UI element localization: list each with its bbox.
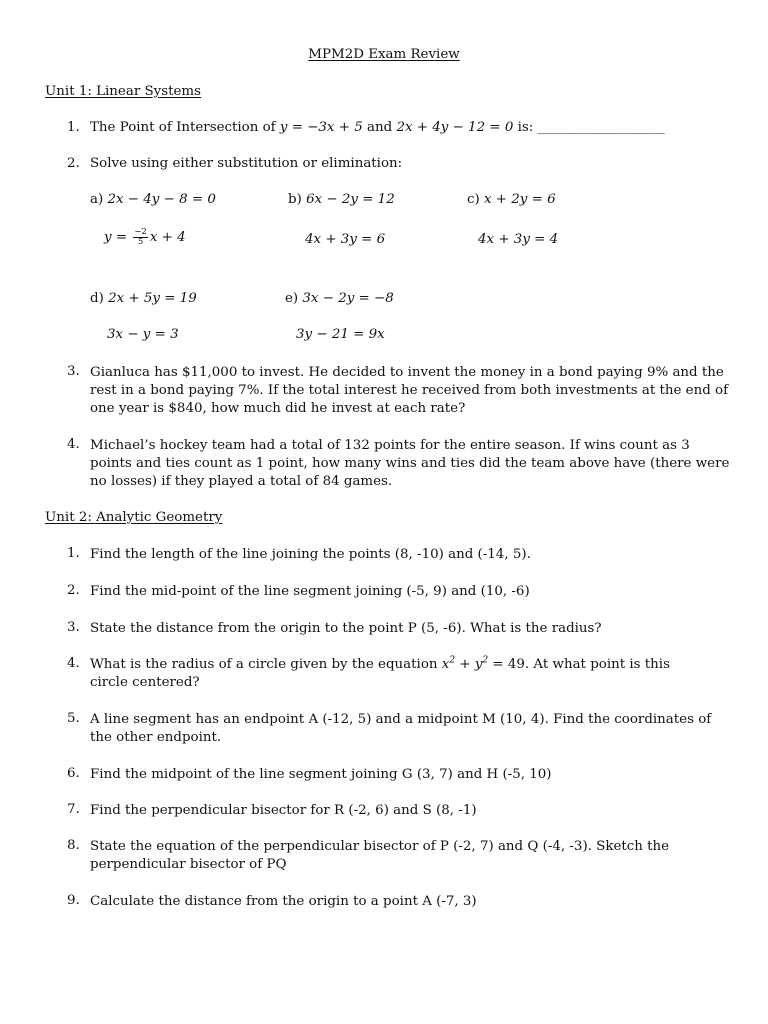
system-e-eq2: 3y − 21 = 9x [296,327,385,342]
fraction: $\frac{-2}{5}$ [134,227,147,247]
circle-equation: $x^2 + y^2$ [441,655,489,672]
u1-q2-number: 2. [67,156,80,171]
u2-q7-text: Find the perpendicular bisector for R (-2, 6) and S (8, -1) [90,803,477,818]
u1-q1-number: 1. [67,120,80,135]
system-a-eq1: a) 2x − 4y − 8 = 0 [90,192,216,207]
u2-q8-text: State the equation of the perpendicular bisector of P (-2, 7) and Q (-4, -3). Sketch the perpendicular bisector of PQ [90,839,670,873]
u1-q1-text [90,120,665,135]
u1-q1-text-mid: and [362,120,397,135]
u2-q6-number: 6. [67,766,80,781]
u1-q4-text: Michael’s hockey team had a total of 132 points for the entire season. If wins count as 3 points and ties count as 1 point, how many wins and ties did the team above have (there were no losses) if they played a total of 84 games. [90,438,730,490]
u2-q6-text: Find the midpoint of the line segment joining G (3, 7) and H (-5, 10) [90,767,552,782]
u1-q1-equation-2: 2x + 4y − 12 = 0 [396,120,514,135]
u2-q7-number: 7. [67,802,80,817]
u2-q5-text: A line segment has an endpoint A (-12, 5) and a midpoint M (10, 4). Find the coordinates of the other endpoint. [90,712,712,746]
system-a-eq2: y = $\frac{-2}{5}$ x + 4 [104,227,186,247]
u2-q1-number: 1. [67,546,80,561]
system-c-eq2: 4x + 3y = 4 [478,232,559,247]
system-c-eq1: c) x + 2y = 6 [467,192,556,207]
u1-q1-equation-1: y = −3x + 5 [279,120,363,135]
u1-q2-text: Solve using either substitution or elimination: [90,156,403,171]
system-b-eq1: b) 6x − 2y = 12 [288,192,395,207]
u1-q1-text-after: is: ___________________ [513,120,665,135]
system-b-eq2: 4x + 3y = 6 [305,232,386,247]
system-d-eq1: d) 2x + 5y = 19 [90,291,197,306]
system-e-label: e) [285,291,303,306]
system-d-label: d) [90,291,109,306]
system-e-eq1: e) 3x − 2y = −8 [285,291,394,306]
u2-q8-number: 8. [67,838,80,853]
u1-q3-text: Gianluca has $11,000 to invest. He decided to invent the money in a bond paying 9% and the rest in a bond paying 7%. If the total interest he received from both investments at the end of one year is $840, how much did he invest at each rate? [90,365,729,417]
u2-q4-text: What is the radius of a circle given by the equation $x^2 + y^2 = 49$. At what point is this circle centered? [90,655,670,691]
u2-q2-number: 2. [67,583,80,598]
u2-q9-text: Calculate the distance from the origin to a point A (-7, 3) [90,894,477,909]
unit1-heading: Unit 1: Linear Systems [45,84,201,99]
system-d-eq2: 3x − y = 3 [107,327,179,342]
page-title: MPM2D Exam Review [308,47,460,62]
system-a-label: a) [90,192,108,207]
u2-q4-number: 4. [67,656,80,671]
u2-q3-text: State the distance from the origin to the point P (5, -6). What is the radius? [90,621,602,636]
u2-q3-number: 3. [67,620,80,635]
u2-q9-number: 9. [67,893,80,908]
u1-q3-number: 3. [67,364,80,379]
u2-q2-text: Find the mid-point of the line segment joining (-5, 9) and (10, -6) [90,584,530,599]
unit2-heading: Unit 2: Analytic Geometry [45,510,223,525]
u2-q5-number: 5. [67,711,80,726]
system-c-label: c) [467,192,484,207]
u1-q4-number: 4. [67,437,80,452]
system-b-label: b) [288,192,307,207]
u1-q1-text-before: The Point of Intersection of [90,120,280,135]
u2-q1-text: Find the length of the line joining the points (8, -10) and (-14, 5). [90,547,531,562]
